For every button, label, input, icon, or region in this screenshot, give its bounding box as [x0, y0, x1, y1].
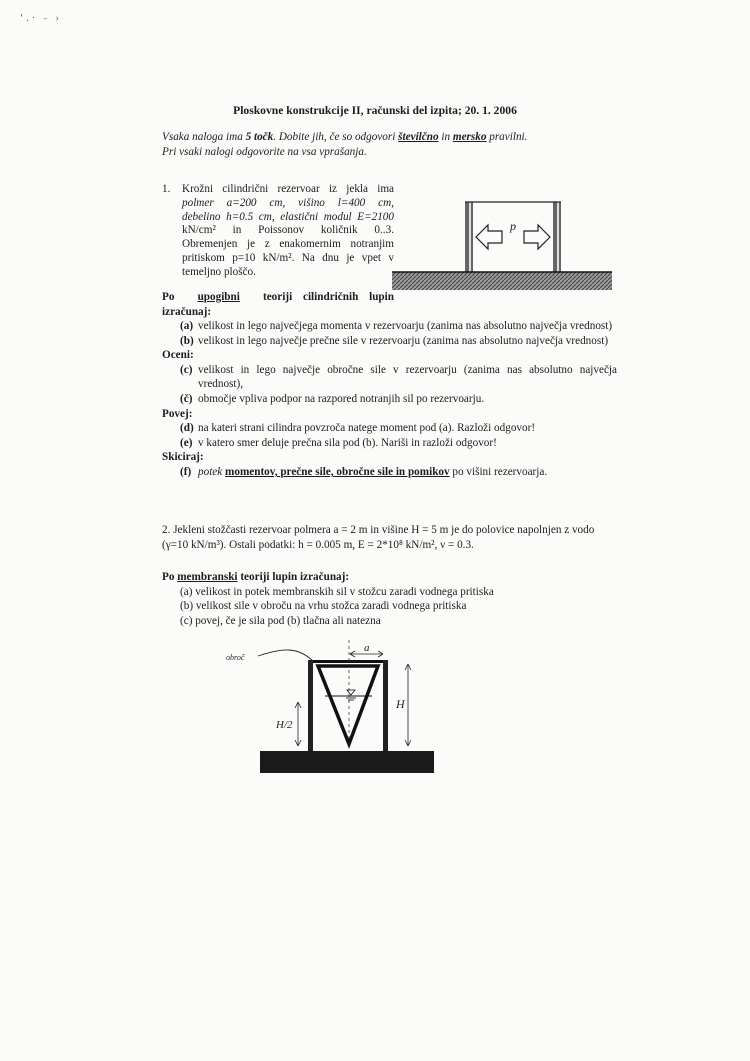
- task2-questions: [162, 570, 617, 628]
- cone-tank-diagram: [222, 638, 462, 776]
- pressure-label: p: [510, 219, 516, 233]
- task2-question-a: (a) velikost in potek membranskih sil v stožcu zaradi vodnega pritiska: [180, 585, 494, 598]
- task2-line-2: (γ=10 kN/m³). Ostali podatki: h = 0.005 m, E = 2*10⁸ kN/m², ν = 0.3.: [162, 538, 474, 551]
- tell-heading: Povej:: [162, 407, 193, 420]
- dim-H2-label: H/2: [276, 719, 293, 731]
- pressure-arrow-left-icon: [476, 225, 502, 249]
- task2-line-1: 2. Jekleni stožčasti rezervoar polmera a = 2 m in višine H = 5 m je do polovice napolnjen z vodo: [162, 524, 595, 536]
- question-c: (c) velikost in lego največje obročne sile v rezervoarju (zanima nas absolutno največja vrednost),: [180, 363, 617, 391]
- foundation-base: [260, 751, 434, 773]
- task1-theory: Po upogibni teoriji cilindričnih lupin: [162, 291, 394, 303]
- compute-heading: izračunaj:: [162, 305, 212, 318]
- scan-marks: ʻ.· ˗ ›: [20, 13, 62, 24]
- question-f: (f) potek momentov, prečne sile, obročne sile in pomikov po višini rezervoarja.: [180, 465, 548, 478]
- task1-line: temeljno ploščo.: [182, 265, 256, 278]
- dim-a-label: a: [364, 642, 370, 654]
- question-cc: (č) območje vpliva podpor na razpored notranjih sil po rezervoarju.: [180, 392, 485, 405]
- water-level-icon: [347, 690, 355, 695]
- task1-line: pritiskom p=10 kN/m². Na dnu je vpet v: [182, 251, 394, 264]
- task1-questions: [162, 290, 617, 479]
- cylinder-tank-diagram: [392, 196, 612, 292]
- left-support: [308, 660, 313, 752]
- instructions-line-2: Pri vsaki nalogi odgovorite na vsa vprašanja.: [162, 146, 367, 158]
- task1-line: Obremenjen je z enakomernim notranjim: [182, 238, 394, 251]
- right-support: [383, 660, 388, 752]
- task2-theory: Po membranski teoriji lupin izračunaj:: [162, 571, 350, 583]
- instructions: [162, 130, 642, 160]
- pressure-arrow-right-icon: [524, 225, 550, 249]
- task1-line: Krožni cilindrični rezervoar iz jekla ima: [182, 183, 394, 195]
- task2-question-c: (c) povej, če je sila pod (b) tlačna ali natezna: [180, 614, 381, 627]
- question-b: (b) velikost in lego največje prečne sile v rezervoarju (zanima nas absolutno največja vrednost): [180, 334, 609, 347]
- question-e: (e) v katero smer deluje prečna sila pod (b). Nariši in razloži odgovor!: [180, 436, 497, 449]
- instructions-line-1: Vsaka naloga ima 5 točk. Dobite jih, če so odgovori številčno in mersko pravilni.: [162, 131, 528, 143]
- task1-line: polmer a=200 cm, višino l=400 cm,: [182, 196, 394, 209]
- dim-H-label: H: [396, 697, 405, 711]
- task1-statement: [162, 182, 394, 279]
- sketch-heading: Skiciraj:: [162, 451, 204, 464]
- ring-label: obroč: [226, 653, 245, 662]
- task2-question-b: (b) velikost sile v obroču na vrhu stožca zaradi vodnega pritiska: [180, 600, 467, 613]
- task2-statement: [162, 523, 632, 552]
- question-a: (a) velikost in lego največjega momenta v rezervoarju (zanima nas absolutno največja vrednost): [180, 320, 613, 333]
- page-title: Ploskovne konstrukcije II, računski del izpita; 20. 1. 2006: [233, 104, 517, 117]
- cone-shell: [318, 666, 378, 744]
- task1-line: kN/cm² in Poissonov količnik 0..3.: [182, 224, 394, 237]
- question-d: (d) na kateri strani cilindra povzroča natege moment pod (a). Razloži odgovor!: [180, 422, 536, 435]
- estimate-heading: Oceni:: [162, 349, 194, 362]
- task1-line: debelino h=0.5 cm, elastični modul E=2100: [182, 210, 394, 223]
- foundation-slab: [392, 272, 612, 290]
- task1-number: 1.: [162, 183, 171, 195]
